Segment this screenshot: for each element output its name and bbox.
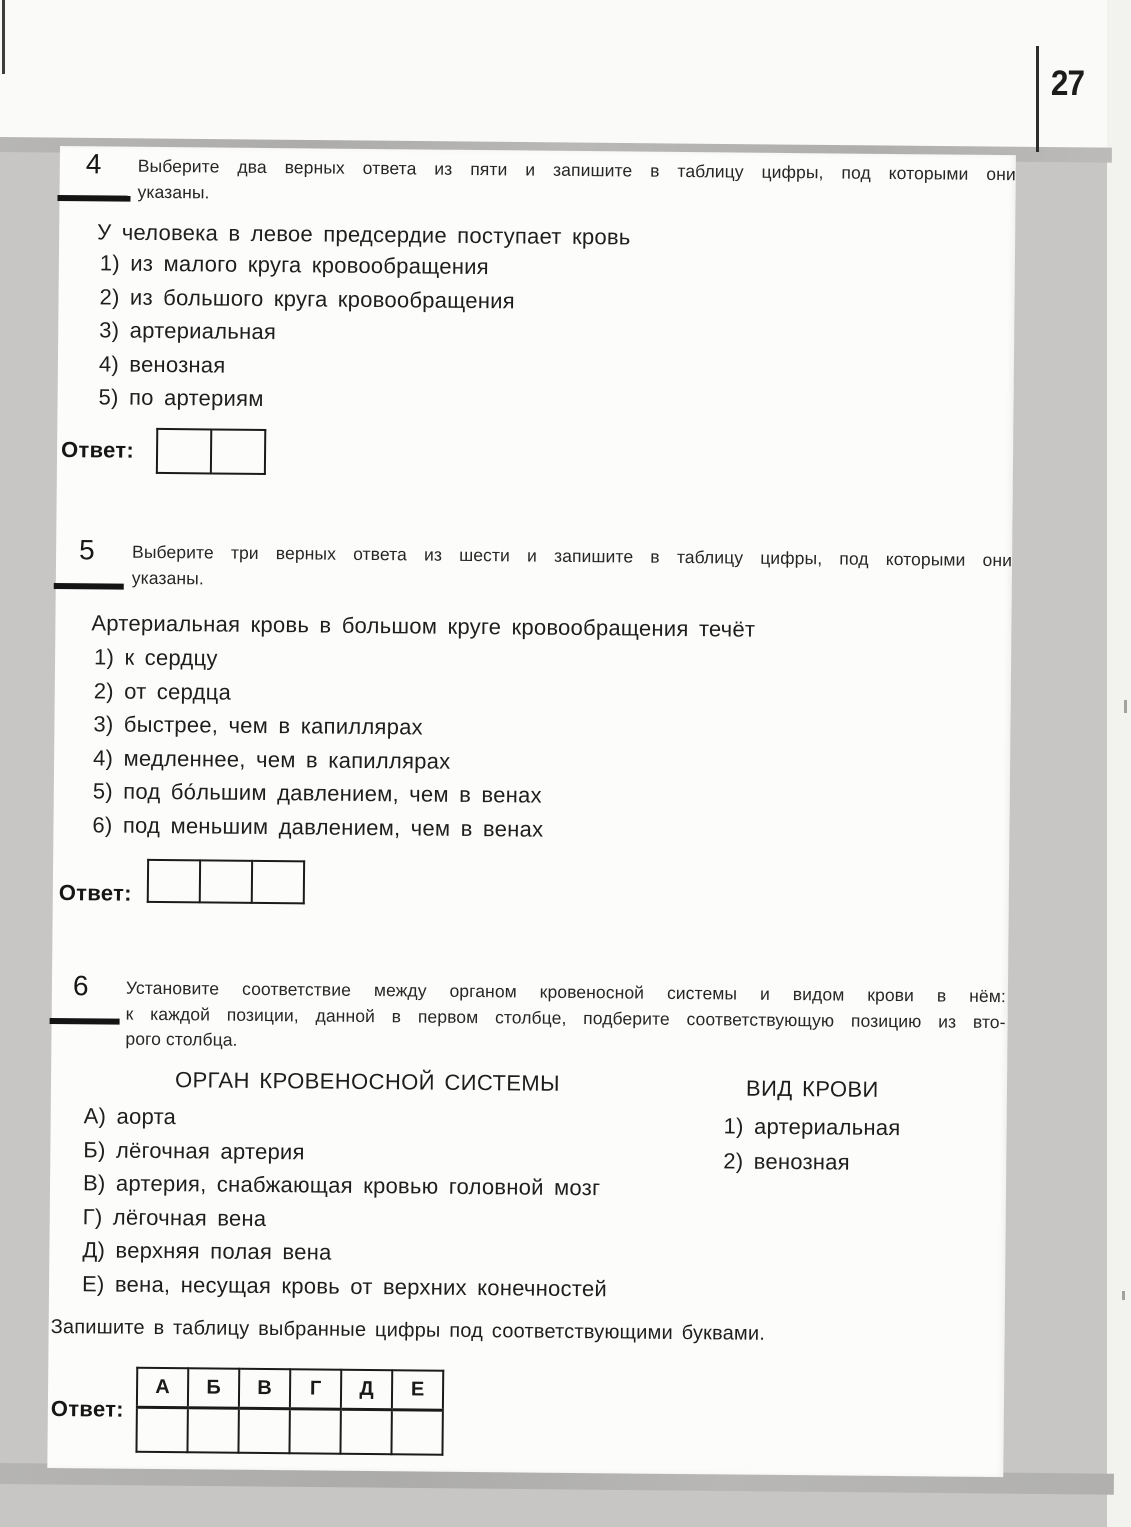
- question-4-stem: У человека в левое предсердие поступает кровь: [97, 219, 631, 250]
- option: 3) быстрее, чем в капиллярах: [93, 711, 423, 740]
- question-5-number: 5: [78, 534, 95, 566]
- instruction-line: указаны.: [131, 567, 204, 588]
- question-4-answer-boxes: [156, 428, 266, 475]
- option: 3) артериальная: [99, 317, 277, 345]
- scan-speck: [1124, 700, 1127, 713]
- page-number: 27: [1050, 64, 1085, 103]
- option: 1) из малого круга кровообращения: [99, 250, 489, 280]
- question-5-rule: [54, 583, 124, 590]
- answer-table-header: Б: [188, 1368, 239, 1408]
- option: 2) из большого круга кровообращения: [99, 283, 516, 313]
- scan-speck: [1122, 1291, 1125, 1300]
- question-4-rule: [57, 195, 130, 202]
- option: 4) венозная: [98, 351, 226, 378]
- answer-cell: [148, 860, 200, 902]
- answer-cell: [187, 1408, 238, 1453]
- answer-table-header: Д: [341, 1370, 392, 1410]
- question-4-options: [98, 250, 515, 422]
- question-6-answer-table: [135, 1367, 444, 1456]
- option: 4) медленнее, чем в капиллярах: [93, 745, 451, 774]
- answer-cell: [238, 1408, 289, 1453]
- option: 5) по артериям: [98, 384, 264, 412]
- match-left-items: [82, 1103, 609, 1310]
- answer-table-value-row: [136, 1407, 442, 1454]
- answer-label: Ответ:: [58, 880, 132, 906]
- question-6-instruction: [125, 976, 1006, 1061]
- answer-cell: [252, 861, 304, 903]
- instruction-line: к каждой позиции, данной в первом столбце, подберите соответствующую позицию из вто-: [125, 1003, 1006, 1032]
- scanner-background-top: [0, 0, 1109, 152]
- question-6-note: Запишите в таблицу выбранные цифры под соответствующими буквами.: [50, 1315, 766, 1345]
- page-number-rule: [1036, 46, 1039, 152]
- match-item: Г) лёгочная вена: [82, 1204, 267, 1231]
- match-item: В) артерия, снабжающая кровью головной мозг: [82, 1170, 601, 1201]
- answer-cell: [136, 1407, 187, 1452]
- answer-cell: [211, 429, 265, 474]
- answer-cell: [200, 860, 252, 902]
- answer-table-header: В: [239, 1369, 290, 1409]
- instruction-line: Выберите три верных ответа из шести и запишите в таблицу цифры, под которыми они: [132, 541, 1013, 571]
- question-6-number: 6: [72, 970, 89, 1002]
- question-6-rule: [50, 1018, 120, 1025]
- scan-right-margin: [1107, 0, 1131, 1527]
- answer-table-header: А: [137, 1368, 188, 1408]
- question-4-number: 4: [85, 148, 102, 180]
- question-5-instruction: [132, 540, 1012, 599]
- match-item: А) аорта: [83, 1103, 177, 1130]
- match-right-header: ВИД КРОВИ: [745, 1075, 879, 1102]
- option: 1) к сердцу: [93, 644, 218, 671]
- question-5-options: [92, 644, 545, 850]
- match-item: 1) артериальная: [723, 1113, 901, 1141]
- option: 6) под меньшим давлением, чем в венах: [92, 812, 544, 842]
- instruction-line: указаны.: [137, 181, 210, 202]
- answer-label: Ответ:: [60, 437, 135, 463]
- option: 2) от сердца: [93, 677, 232, 705]
- match-item: Е) вена, несущая кровь от верхних конечностей: [81, 1271, 608, 1302]
- answer-cell: [157, 429, 211, 474]
- question-5-stem: Артериальная кровь в большом круге кровообращения течёт: [91, 610, 756, 642]
- match-item: Д) верхняя полая вена: [82, 1237, 332, 1266]
- answer-cell: [391, 1410, 442, 1455]
- scan-edge-mark: [2, 0, 5, 74]
- answer-table-header-row: [137, 1368, 443, 1410]
- instruction-line: Выберите два верных ответа из пяти и запишите в таблицу цифры, под которыми они: [137, 155, 1016, 185]
- match-item: 2) венозная: [723, 1147, 851, 1175]
- option: 5) под бо́льшим давлением, чем в венах: [92, 778, 542, 809]
- answer-cell: [340, 1409, 391, 1454]
- match-left-header: ОРГАН КРОВЕНОСНОЙ СИСТЕМЫ: [174, 1067, 561, 1096]
- question-5-answer-boxes: [147, 859, 305, 905]
- instruction-line: рого столбца.: [125, 1028, 238, 1050]
- match-item: Б) лёгочная артерия: [83, 1136, 305, 1164]
- scanned-page: [47, 146, 1016, 1477]
- answer-table-header: Е: [392, 1370, 443, 1410]
- answer-table-header: Г: [290, 1369, 341, 1409]
- answer-cell: [289, 1409, 340, 1454]
- match-right-items: [723, 1113, 900, 1184]
- instruction-line: Установите соответствие между органом кровеносной системы и видом крови в нём:: [125, 977, 1006, 1007]
- question-4-instruction: [137, 154, 1015, 213]
- answer-label: Ответ:: [50, 1395, 124, 1422]
